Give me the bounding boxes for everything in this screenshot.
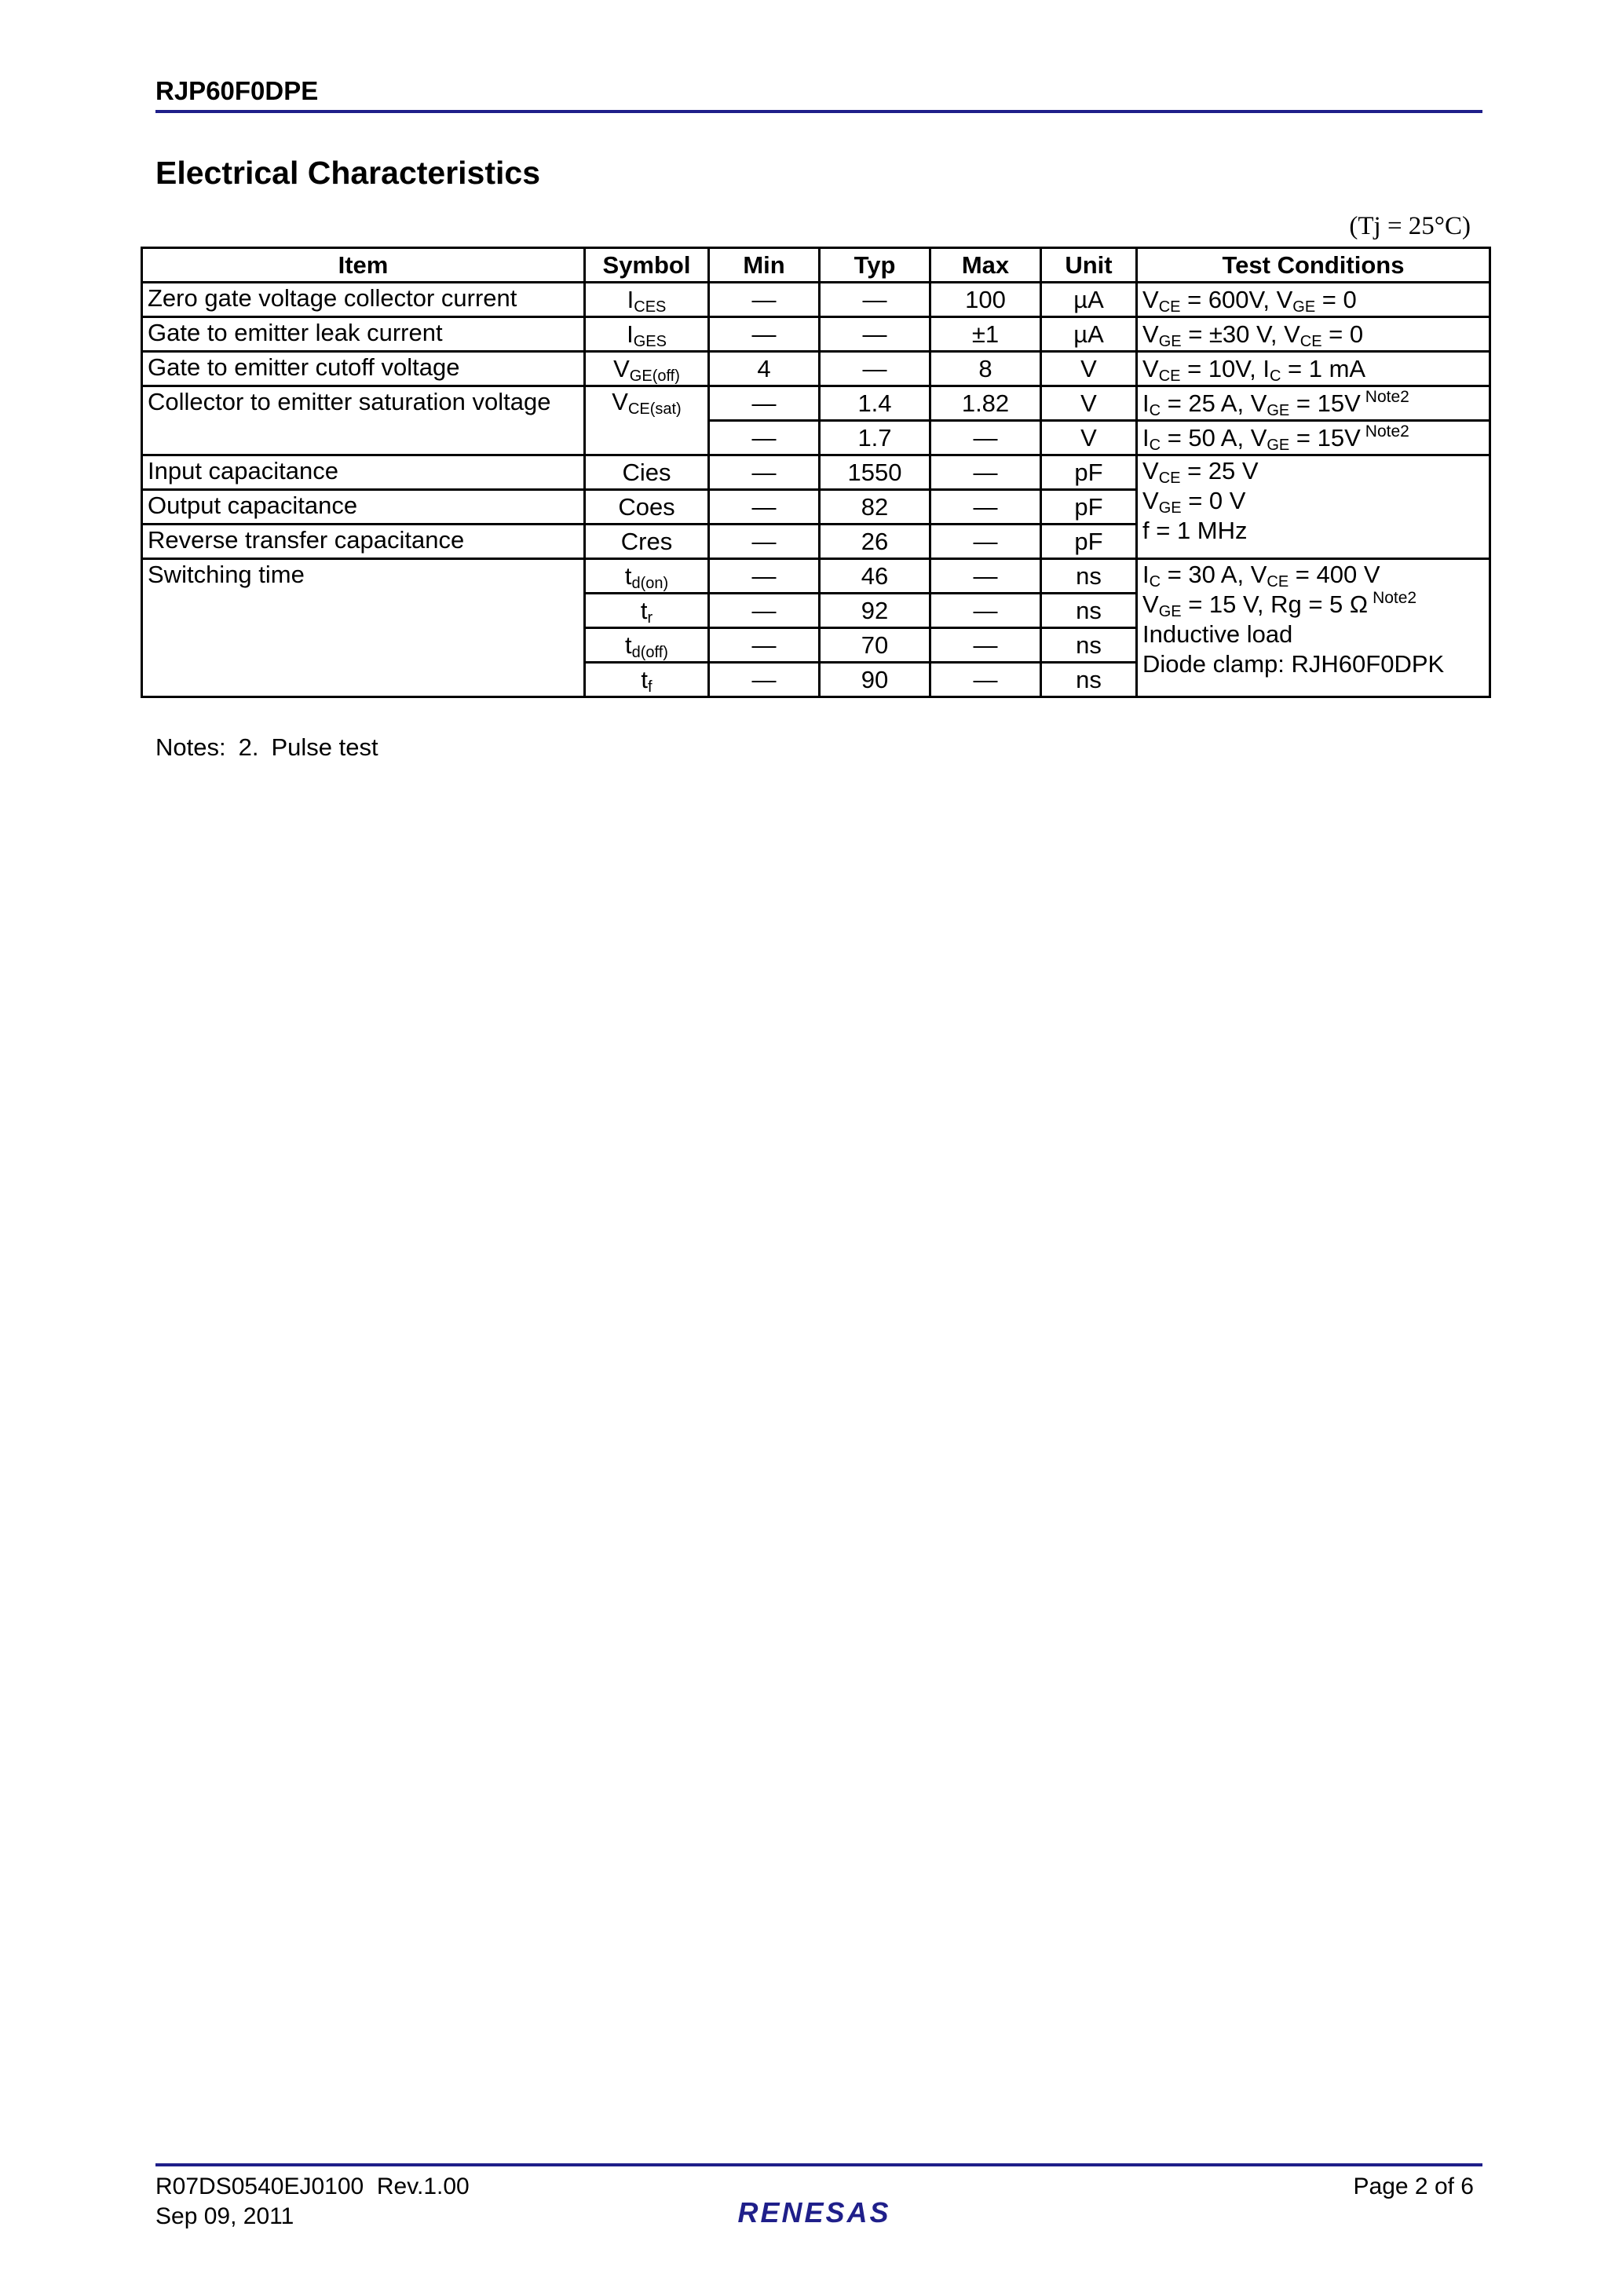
doc-revision: Rev.1.00: [376, 2174, 470, 2199]
footer-doc-info: [155, 2172, 470, 2232]
symbol-cell: Coes: [585, 490, 709, 525]
min-cell: —: [709, 559, 820, 594]
table-row: [142, 559, 1490, 594]
footer-rule: [155, 2163, 1482, 2166]
condition-line: Diode clamp: RJH60F0DPK: [1142, 650, 1445, 678]
notes-text: Pulse test: [271, 733, 378, 761]
max-cell: —: [930, 628, 1041, 663]
page-number: Page 2 of 6: [1353, 2174, 1474, 2199]
typ-cell: —: [820, 283, 930, 317]
symbol-cell: $t_{d(on)}$: [585, 559, 709, 594]
section-title: Electrical Characteristics: [155, 155, 540, 191]
min-cell: —: [709, 594, 820, 628]
header-unit: Unit: [1041, 248, 1137, 283]
symbol-cell: $t_f$: [585, 663, 709, 697]
typ-cell: 26: [820, 525, 930, 559]
min-cell: —: [709, 455, 820, 490]
header-max: Max: [930, 248, 1041, 283]
condition-line: $V_{CE} = 25$ V: [1142, 457, 1259, 487]
typ-cell: 92: [820, 594, 930, 628]
typ-cell: 46: [820, 559, 930, 594]
switching-conditions-cell: [1137, 559, 1490, 697]
test-condition-cell: $V_{CE} = 600V$, $V_{GE} = 0$: [1137, 283, 1490, 317]
item-cell: Reverse transfer capacitance: [142, 525, 585, 559]
unit-cell: ns: [1041, 594, 1137, 628]
item-cell: Output capacitance: [142, 490, 585, 525]
table-header-row: [142, 248, 1490, 283]
unit-cell: pF: [1041, 525, 1137, 559]
unit-cell: ns: [1041, 663, 1137, 697]
condition-line: $I_C = 30$ A, $V_{CE} = 400$ V: [1142, 561, 1380, 590]
symbol-cell: Cies: [585, 455, 709, 490]
notes-label: Notes:: [155, 733, 226, 761]
symbol-cell: $V_{CE(sat)}$: [585, 386, 709, 455]
item-cell: Input capacitance: [142, 455, 585, 490]
min-cell: —: [709, 628, 820, 663]
typ-cell: 1.4: [820, 386, 930, 421]
min-cell: —: [709, 525, 820, 559]
test-condition-cell: $V_{GE} = \pm 30$ V, $V_{CE} = 0$: [1137, 317, 1490, 352]
unit-cell: pF: [1041, 490, 1137, 525]
electrical-characteristics-table: [141, 247, 1491, 698]
max-cell: —: [930, 421, 1041, 455]
min-cell: —: [709, 317, 820, 352]
typ-cell: 1550: [820, 455, 930, 490]
condition-line: $V_{GE} = 0$ V: [1142, 487, 1246, 517]
unit-cell: µA: [1041, 317, 1137, 352]
max-cell: —: [930, 663, 1041, 697]
table-row: [142, 283, 1490, 317]
typ-cell: 70: [820, 628, 930, 663]
header-typ: Typ: [820, 248, 930, 283]
item-cell: Switching time: [142, 559, 585, 697]
symbol-cell: $I_{CES}$: [585, 283, 709, 317]
min-cell: —: [709, 663, 820, 697]
max-cell: —: [930, 490, 1041, 525]
table-row: [142, 455, 1490, 490]
typ-cell: 1.7: [820, 421, 930, 455]
typ-cell: 90: [820, 663, 930, 697]
header-item: Item: [142, 248, 585, 283]
max-cell: —: [930, 525, 1041, 559]
temperature-condition: (Tj = 25°C): [1349, 212, 1471, 240]
logo-text: RENESAS: [737, 2196, 891, 2228]
unit-cell: V: [1041, 421, 1137, 455]
max-cell: —: [930, 559, 1041, 594]
min-cell: —: [709, 386, 820, 421]
max-cell: —: [930, 594, 1041, 628]
notes: [155, 732, 378, 763]
typ-cell: —: [820, 352, 930, 386]
unit-cell: ns: [1041, 559, 1137, 594]
doc-number: R07DS0540EJ0100: [155, 2174, 364, 2199]
part-number-header: RJP60F0DPE: [155, 76, 319, 105]
test-condition-cell: $V_{CE} = 10V$, $I_C = 1$ mA: [1137, 352, 1490, 386]
item-cell: Zero gate voltage collector current: [142, 283, 585, 317]
max-cell: ±1: [930, 317, 1041, 352]
condition-line: Inductive load: [1142, 620, 1293, 648]
symbol-cell: $t_r$: [585, 594, 709, 628]
min-cell: —: [709, 421, 820, 455]
min-cell: —: [709, 283, 820, 317]
typ-cell: —: [820, 317, 930, 352]
test-condition-cell: $I_C = 50$ A, $V_{GE} = 15V$ $^{Note2}$: [1137, 421, 1490, 455]
header-test-conditions: Test Conditions: [1137, 248, 1490, 283]
symbol-cell: Cres: [585, 525, 709, 559]
unit-cell: µA: [1041, 283, 1137, 317]
condition-line: $V_{GE} = 15$ V, Rg = 5 Ω $^{Note2}$: [1142, 589, 1417, 620]
unit-cell: V: [1041, 352, 1137, 386]
max-cell: —: [930, 455, 1041, 490]
symbol-cell: $t_{d(off)}$: [585, 628, 709, 663]
table-row: [142, 352, 1490, 386]
doc-number-line: [155, 2172, 470, 2202]
item-cell: Collector to emitter saturation voltage: [142, 386, 585, 455]
test-condition-cell: $I_C = 25$ A, $V_{GE} = 15V$ $^{Note2}$: [1137, 386, 1490, 421]
header-symbol: Symbol: [585, 248, 709, 283]
min-cell: —: [709, 490, 820, 525]
symbol-cell: $V_{GE(off)}$: [585, 352, 709, 386]
item-cell: Gate to emitter cutoff voltage: [142, 352, 585, 386]
notes-number: 2.: [238, 733, 259, 761]
doc-date: Sep 09, 2011: [155, 2203, 294, 2229]
typ-cell: 82: [820, 490, 930, 525]
renesas-logo: [716, 2192, 912, 2232]
min-cell: 4: [709, 352, 820, 386]
max-cell: 1.82: [930, 386, 1041, 421]
unit-cell: ns: [1041, 628, 1137, 663]
unit-cell: pF: [1041, 455, 1137, 490]
condition-line: f = 1 MHz: [1142, 517, 1248, 544]
symbol-cell: $I_{GES}$: [585, 317, 709, 352]
max-cell: 8: [930, 352, 1041, 386]
table-row: [142, 386, 1490, 421]
capacitance-conditions-cell: [1137, 455, 1490, 559]
header-min: Min: [709, 248, 820, 283]
table-row: [142, 317, 1490, 352]
item-cell: Gate to emitter leak current: [142, 317, 585, 352]
unit-cell: V: [1041, 386, 1137, 421]
max-cell: 100: [930, 283, 1041, 317]
header-rule: [155, 110, 1482, 113]
